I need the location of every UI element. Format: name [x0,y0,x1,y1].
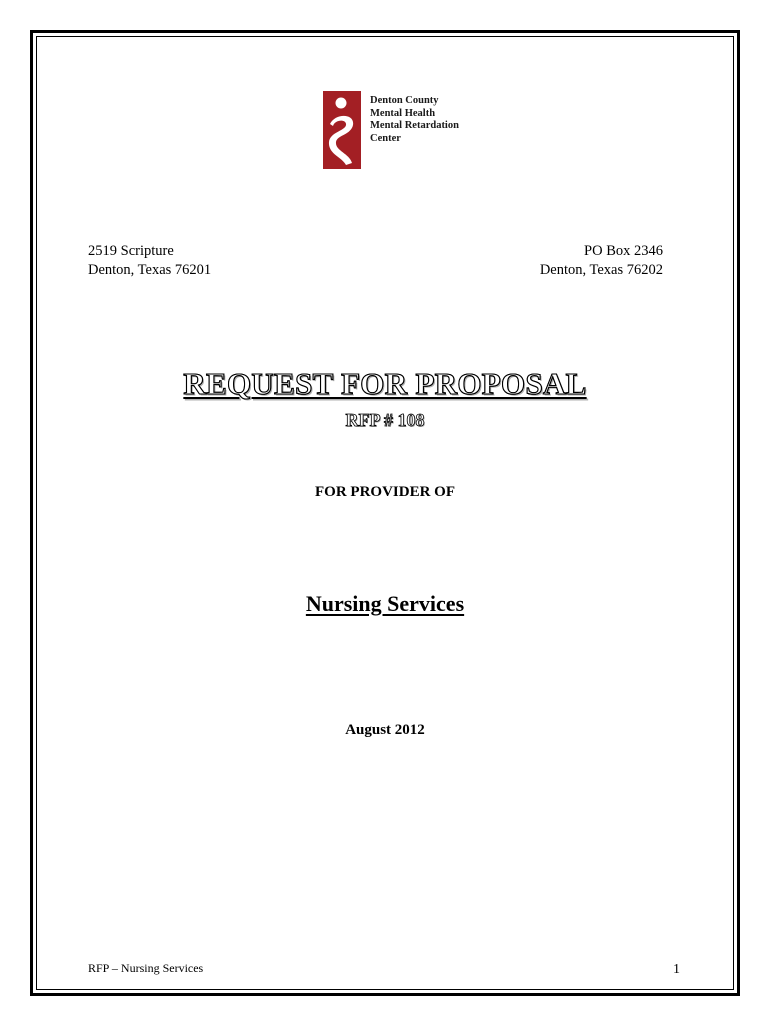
footer-text: RFP – Nursing Services [88,961,204,975]
page-border-inner [36,36,734,990]
page-number: 1 [673,962,680,977]
mailing-address-line-2: Denton, Texas 76202 [539,262,663,278]
logo-text [370,95,459,145]
street-address-line-2: Denton, Texas 76201 [88,262,212,278]
mailing-address [540,242,663,280]
mailing-address-line-1: PO Box 2346 [584,243,663,259]
street-address [88,242,211,280]
logo-line-4: Center [370,132,401,144]
document-date: August 2012 [345,722,425,738]
for-provider-heading: FOR PROVIDER OF [315,484,455,500]
rfp-number: RFP # 108 [345,410,425,430]
logo-mark-icon [323,91,361,169]
logo-line-2: Mental Health [370,107,436,119]
document-title: REQUEST FOR PROPOSAL [183,366,587,401]
street-address-line-1: 2519 Scripture [88,243,174,259]
service-name: Nursing Services [305,591,465,616]
logo-line-1: Denton County [370,95,439,106]
organization-logo [323,91,463,171]
logo-line-3: Mental Retardation [370,120,459,131]
